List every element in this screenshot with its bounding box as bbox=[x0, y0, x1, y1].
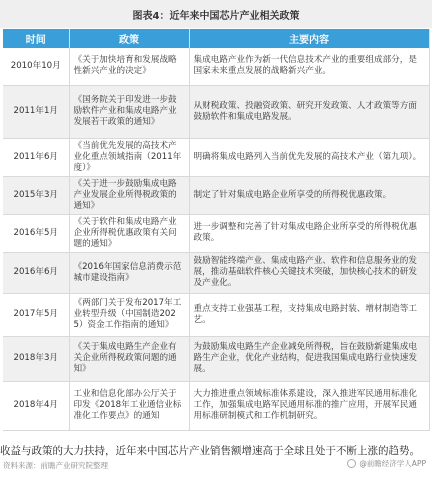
cell-policy: 《两部门关于发布2017年工业转型升级（中国制造2025）资金工作指南的通知》 bbox=[69, 293, 189, 336]
header-content: 主要内容 bbox=[189, 29, 429, 48]
cell-date: 2011年1月 bbox=[3, 85, 69, 138]
table-row bbox=[3, 138, 429, 176]
header-date: 时间 bbox=[3, 29, 69, 48]
table-row bbox=[3, 293, 429, 336]
figure-title bbox=[0, 0, 432, 28]
watermark-text: @前瞻经济学人APP bbox=[359, 459, 426, 468]
cell-policy: 《关于集成电路生产企业有关企业所得税政策问题的通知》 bbox=[69, 336, 189, 381]
cell-date: 2016年6月 bbox=[3, 252, 69, 293]
cell-policy: 《关于加快培育和发展战略性新兴产业的决定》 bbox=[69, 48, 189, 85]
source-note: 资料来源：前瞻产业研究院整理 bbox=[3, 461, 108, 470]
policy-table bbox=[3, 29, 430, 431]
cell-content: 明确将集成电路列入当前优先发展的高技术产业（第九项）。 bbox=[189, 138, 429, 176]
cell-content: 大力推进重点领域标准体系建设，深入推进军民通用标准化工作，加强集成电路军民通用标准的推广应用，开展军民通用标准研制模式和工作机制研究。 bbox=[189, 381, 429, 430]
figure-title-text: 图表4：近年来中国芯片产业相关政策 bbox=[132, 10, 300, 22]
cell-content: 重点支持工业强基工程，支持集成电路封装、增材制造等工艺。 bbox=[189, 293, 429, 336]
cell-date: 2018年3月 bbox=[3, 336, 69, 381]
cell-date: 2017年5月 bbox=[3, 293, 69, 336]
brand-logo-icon bbox=[347, 459, 356, 468]
cell-policy: 《关于进一步鼓励集成电路产业发展企业所得税政策的通知》 bbox=[69, 176, 189, 214]
cell-content: 鼓励智能终端产业、集成电路产业、软件和信息服务业的发展，推动基础软件核心关键技术突破，加快核心技术的研发及产业化。 bbox=[189, 252, 429, 293]
cell-date: 2015年3月 bbox=[3, 176, 69, 214]
table-row bbox=[3, 214, 429, 252]
cell-policy: 《2016年国家信息消费示范城市建设指南》 bbox=[69, 252, 189, 293]
table-header-row bbox=[3, 29, 429, 48]
table-row bbox=[3, 48, 429, 85]
caption-text: 收益与政策的大力扶持，近年来中国芯片产业销售额增速高于全球且处于不断上涨的趋势。 bbox=[0, 444, 432, 458]
table-row bbox=[3, 176, 429, 214]
cell-content: 集成电路产业作为新一代信息技术产业的重要组成部分，是国家未来重点发展的战略新兴产业。 bbox=[189, 48, 429, 85]
table-row bbox=[3, 336, 429, 381]
table-row bbox=[3, 381, 429, 430]
cell-content: 从财税政策、投融资政策、研究开发政策、人才政策等方面鼓励软件和集成电路发展。 bbox=[189, 85, 429, 138]
table-row bbox=[3, 85, 429, 138]
table-header bbox=[3, 29, 429, 48]
header-policy: 政策 bbox=[69, 29, 189, 48]
watermark bbox=[347, 458, 426, 469]
cell-content: 为鼓励集成电路生产企业减免所得税，旨在鼓励新建集成电路生产企业，优化产业结构，促进我国集成电路行业快速发展。 bbox=[189, 336, 429, 381]
cell-content: 进一步调整和完善了针对集成电路企业所享受的所得税优惠政策。 bbox=[189, 214, 429, 252]
table-body bbox=[3, 48, 429, 430]
cell-policy: 《当前优先发展的高技术产业化重点领域指南（2011年度）》 bbox=[69, 138, 189, 176]
cell-policy: 工业和信息化部办公厅关于印发《2018年工业通信业标准化工作要点》的通知 bbox=[69, 381, 189, 430]
cell-policy: 《关于软件和集成电路产业企业所得税优惠政策有关问题的通知》 bbox=[69, 214, 189, 252]
cell-date: 2011年6月 bbox=[3, 138, 69, 176]
cell-date: 2016年5月 bbox=[3, 214, 69, 252]
cell-content: 制定了针对集成电路企业所享受的所得税优惠政策。 bbox=[189, 176, 429, 214]
policy-table-container bbox=[3, 29, 429, 431]
cell-date: 2010年10月 bbox=[3, 48, 69, 85]
cell-policy: 《国务院关于印发进一步鼓励软件产业和集成电路产业发展若干政策的通知》 bbox=[69, 85, 189, 138]
table-row bbox=[3, 252, 429, 293]
cell-date: 2018年4月 bbox=[3, 381, 69, 430]
